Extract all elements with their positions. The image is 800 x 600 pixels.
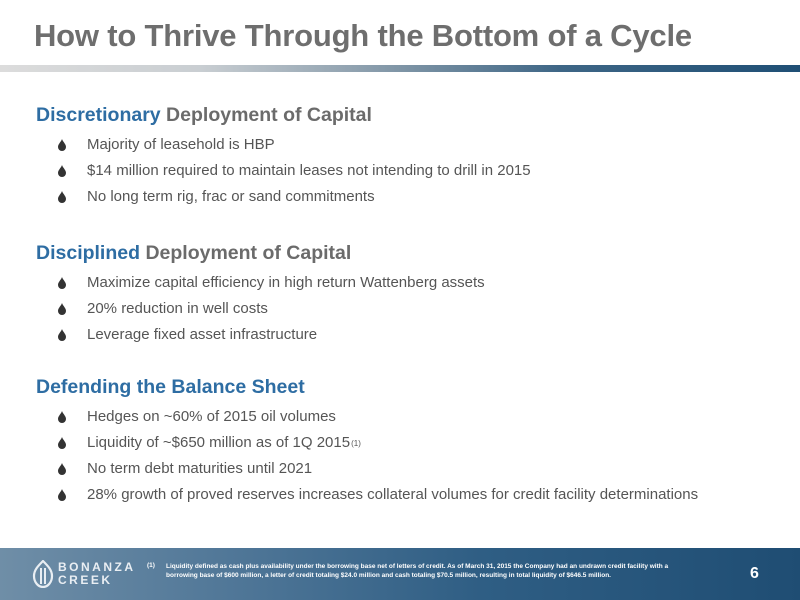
- footnote-reference: (1): [351, 439, 361, 448]
- bonanza-creek-logo-icon: [32, 560, 54, 588]
- flame-drop-icon: [58, 411, 66, 423]
- section-heading: [36, 103, 796, 127]
- section-disciplined: [36, 241, 796, 350]
- bullet-item: [36, 324, 796, 350]
- bullet-item: [36, 160, 796, 186]
- flame-drop-icon: [58, 303, 66, 315]
- section-heading-rest: Deployment of Capital: [140, 242, 352, 264]
- bullet-item: [36, 186, 796, 212]
- flame-drop-icon: [58, 277, 66, 289]
- page-number: 6: [750, 565, 759, 582]
- bullet-text: 28% growth of proved reserves increases collateral volumes for credit facility determinations: [87, 486, 699, 503]
- flame-drop-icon: [58, 139, 66, 151]
- bullet-item: [36, 458, 796, 484]
- bullet-item: [36, 406, 796, 432]
- section-heading-accent: Discretionary: [36, 104, 161, 126]
- logo-wordmark-top: BONANZA: [58, 560, 136, 574]
- bullet-item: [36, 134, 796, 160]
- bullet-item: [36, 272, 796, 298]
- flame-drop-icon: [58, 489, 66, 501]
- bullet-item: [36, 432, 796, 458]
- bullet-text: No long term rig, frac or sand commitments: [87, 188, 375, 205]
- bullet-text: Maximize capital efficiency in high return Wattenberg assets: [87, 274, 485, 291]
- bullet-list: [36, 406, 796, 510]
- section-heading: [36, 375, 796, 399]
- footnote-marker: (1): [147, 562, 155, 569]
- slide-title: How to Thrive Through the Bottom of a Cycle: [34, 18, 692, 53]
- bullet-text: Leverage fixed asset infrastructure: [87, 326, 318, 343]
- section-heading-accent: Disciplined: [36, 242, 141, 264]
- bullet-text: Hedges on ~60% of 2015 oil volumes: [87, 408, 336, 425]
- bullet-item: [36, 298, 796, 324]
- bullet-list: [36, 134, 796, 212]
- title-divider: [0, 65, 800, 72]
- flame-drop-icon: [58, 329, 66, 341]
- footnote-text: Liquidity defined as cash plus availability under the borrowing base net of letters of credit. As of March 31, 2015 the Company had an undrawn credit facility with a borrowing base of $600 million, a letter of credit totaling $24.0 million and cash totaling $70.5 million, resulting in total liquidity of $646.5 million.: [166, 563, 669, 579]
- flame-drop-icon: [58, 463, 66, 475]
- flame-drop-icon: [58, 437, 66, 449]
- section-discretionary: [36, 103, 796, 212]
- section-heading: [36, 241, 796, 265]
- section-balance-sheet: [36, 375, 796, 510]
- section-heading-accent: Defending the Balance Sheet: [36, 376, 305, 398]
- flame-drop-icon: [58, 165, 66, 177]
- company-logo: [32, 558, 136, 590]
- bullet-text: Majority of leasehold is HBP: [87, 136, 275, 153]
- bullet-text: 20% reduction in well costs: [87, 300, 268, 317]
- bullet-list: [36, 272, 796, 350]
- bullet-text: No term debt maturities until 2021: [87, 460, 313, 477]
- bullet-text: Liquidity of ~$650 million as of 1Q 2015: [87, 434, 351, 451]
- section-heading-rest: Deployment of Capital: [160, 104, 372, 126]
- flame-drop-icon: [58, 191, 66, 203]
- bullet-text: $14 million required to maintain leases not intending to drill in 2015: [87, 162, 531, 179]
- bullet-item: [36, 484, 796, 510]
- logo-wordmark-bottom: CREEK: [58, 573, 113, 587]
